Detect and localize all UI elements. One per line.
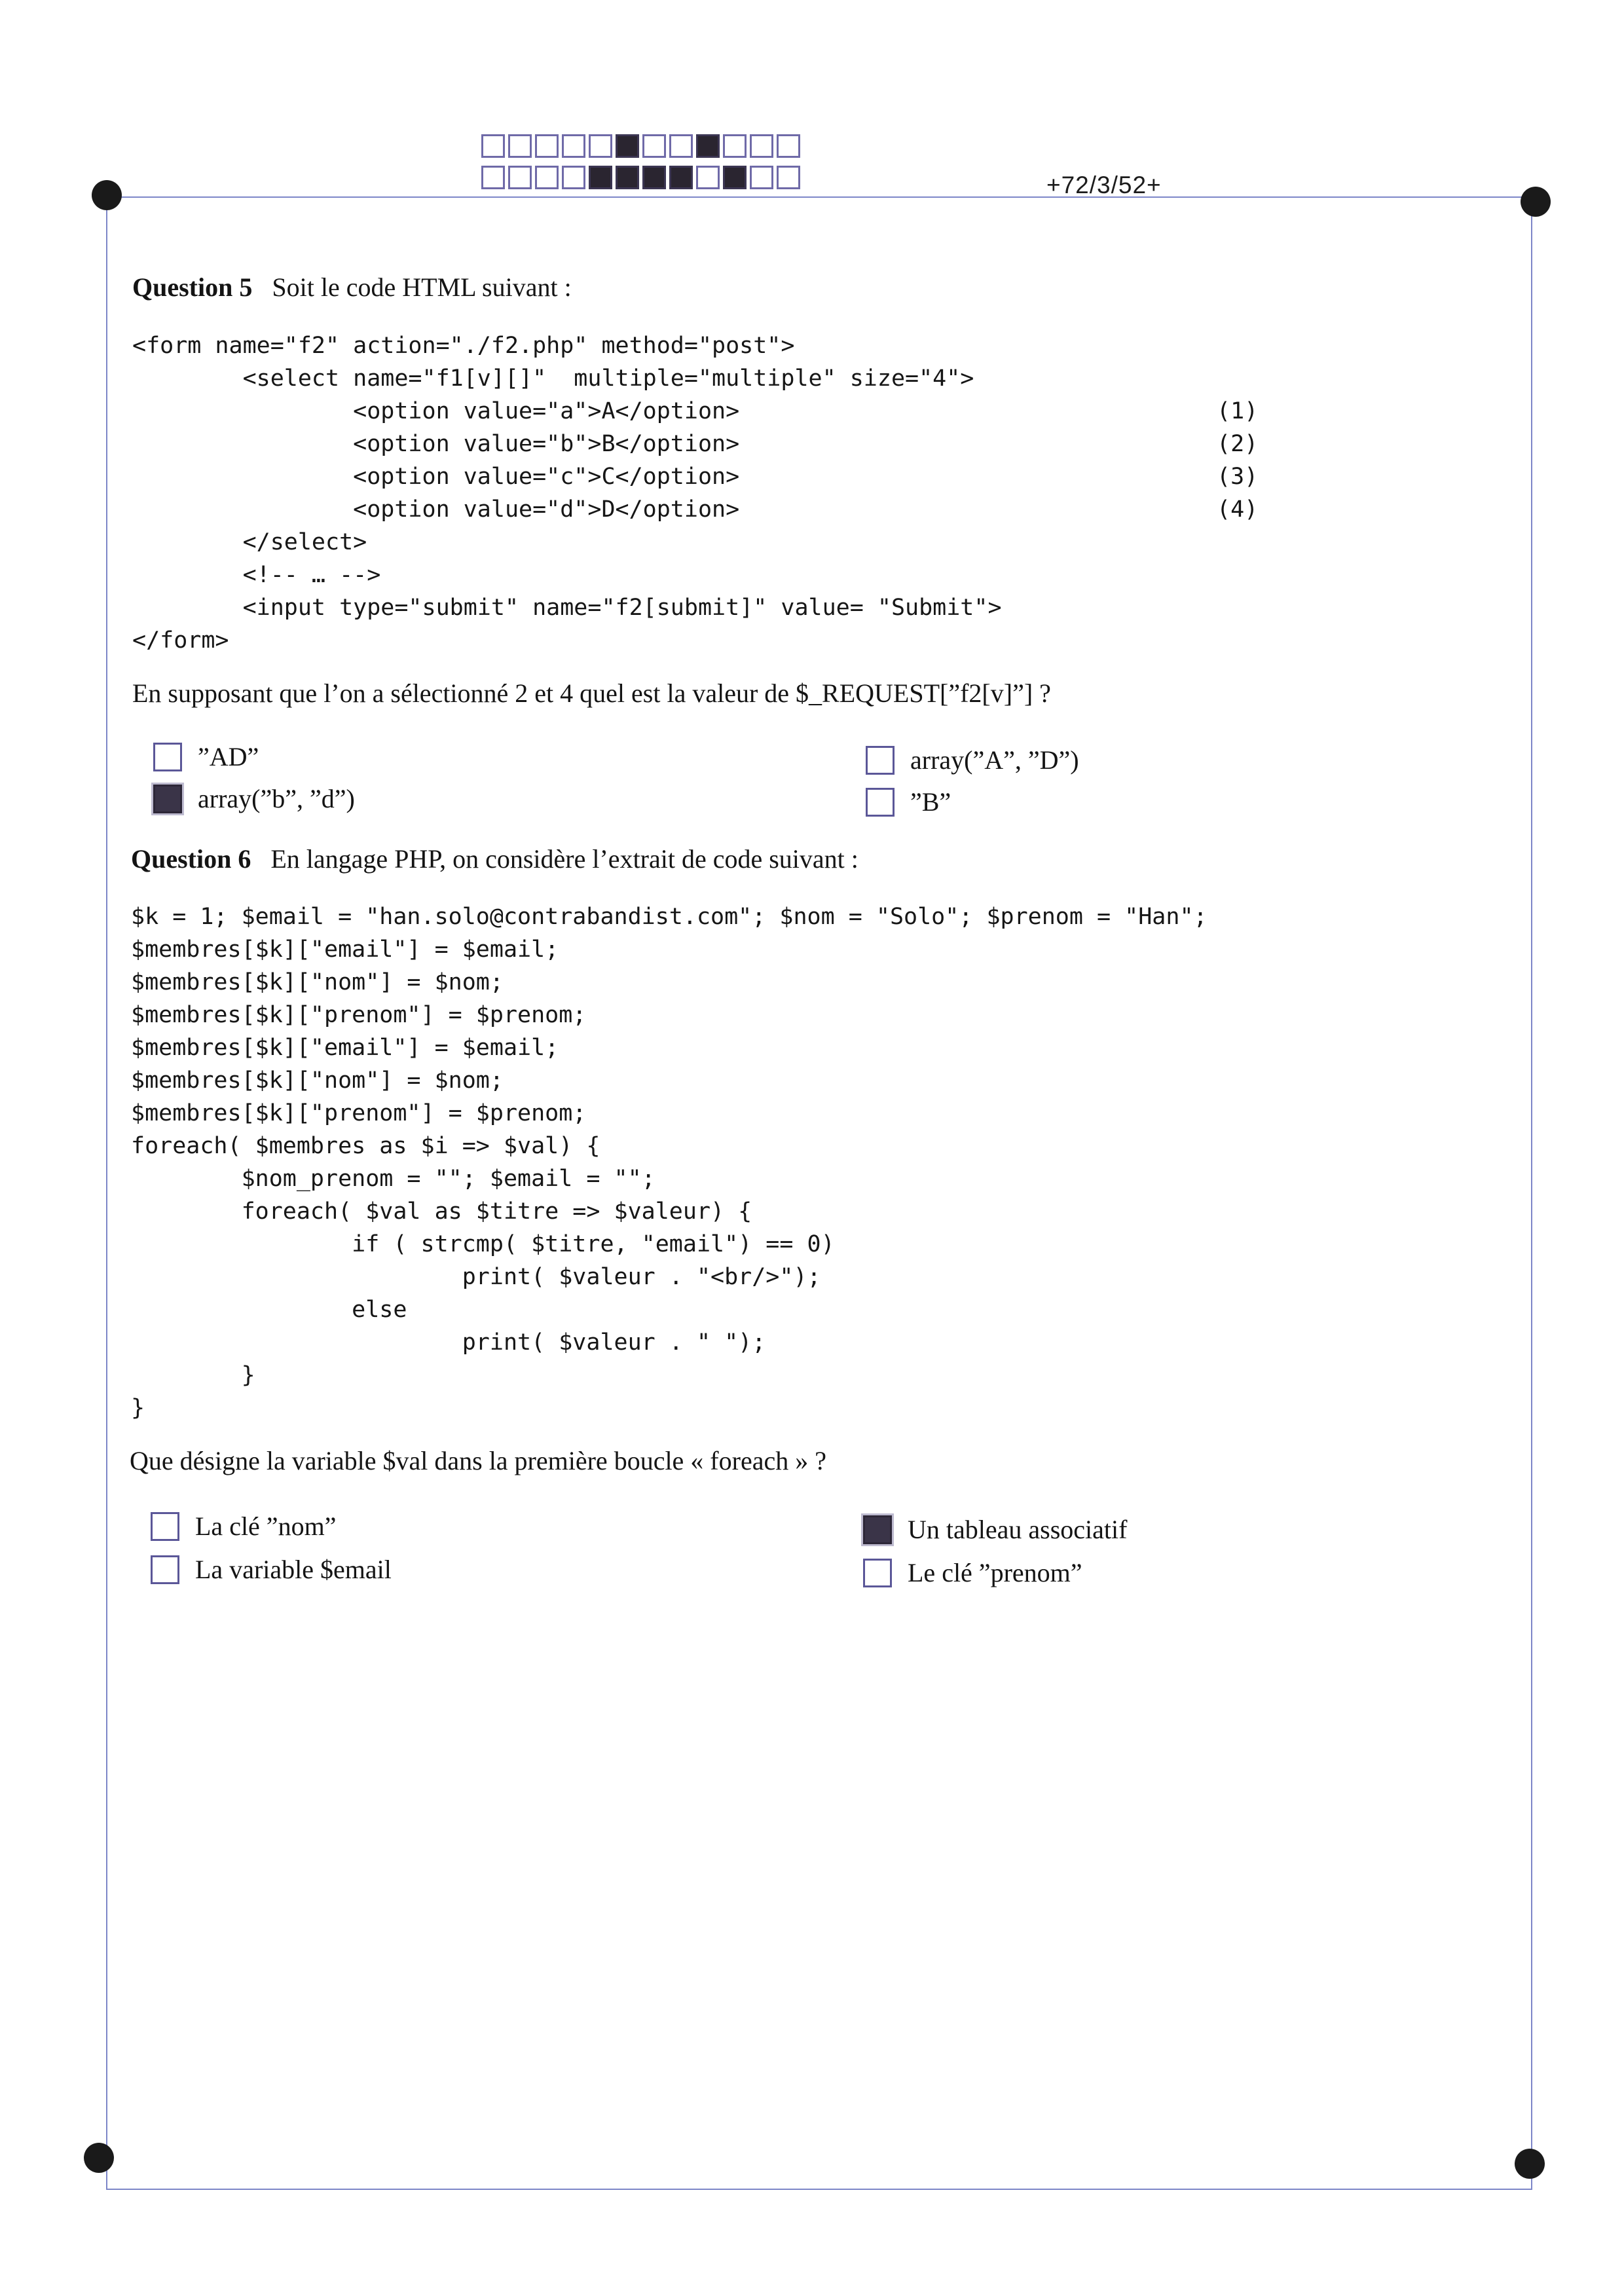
page-id: +72/3/52+ [1046, 172, 1162, 198]
checkbox[interactable] [151, 1512, 179, 1541]
registration-mark-bottom-right [1515, 2149, 1545, 2179]
q5-option-4[interactable] [866, 787, 951, 817]
question-5-prompt: En supposant que l’on a sélectionné 2 et 4 quel est la valeur de $_REQUEST[”f2[v]”] ? [132, 678, 1051, 708]
code-bit [696, 166, 720, 189]
code-bit [616, 166, 639, 189]
code-bit [508, 166, 532, 189]
q5-option-2[interactable] [153, 783, 355, 814]
code-bit [723, 166, 747, 189]
q6-option-1[interactable] [151, 1511, 336, 1542]
code-bit [777, 166, 800, 189]
checkbox[interactable] [866, 788, 895, 817]
q6-option-4[interactable] [863, 1557, 1082, 1588]
code-bit [642, 166, 666, 189]
checkbox[interactable] [153, 743, 182, 771]
option-label: array(”b”, ”d”) [198, 784, 355, 813]
question-6-heading [131, 843, 858, 874]
option-label: La clé ”nom” [195, 1511, 337, 1541]
code-row [481, 134, 803, 162]
binary-code-boxes [481, 134, 803, 197]
option-label: Un tableau associatif [908, 1515, 1128, 1544]
question-6-label: Question 6 [131, 844, 251, 874]
code-bit [777, 134, 800, 158]
option-label: Le clé ”prenom” [908, 1558, 1082, 1587]
code-bit [669, 134, 693, 158]
code-bit [589, 134, 612, 158]
checkbox[interactable] [866, 746, 895, 775]
option-label: array(”A”, ”D”) [910, 745, 1079, 775]
question-5-heading [132, 272, 572, 303]
code-bit [616, 134, 639, 158]
q6-option-3[interactable] [863, 1514, 1127, 1545]
code-bit [535, 166, 559, 189]
question-5-label: Question 5 [132, 272, 253, 302]
option-label: ”B” [910, 787, 951, 817]
option-label: La variable $email [195, 1555, 392, 1584]
question-5-line-numbers: (1) (2) (3) (4) [1217, 398, 1259, 523]
question-5-code: <form name="f2" action="./f2.php" method="post"> <select name="f1[v][]" multiple="multiple" size="4"> <option value="a">A</option> <option value="b">B</option> <option value="c">C</option> <option value="d">D</option> </select> <!-- … --> <input type="submit" name="f2[submit]" value= "Submit"> </form> [132, 333, 1002, 654]
checkbox[interactable] [151, 1555, 179, 1584]
option-label: ”AD” [198, 742, 259, 771]
registration-mark-top-right [1521, 187, 1551, 217]
registration-mark-bottom-left [84, 2143, 114, 2173]
checkbox[interactable] [863, 1515, 892, 1544]
question-5-title: Soit le code HTML suivant : [272, 272, 572, 302]
code-bit [589, 166, 612, 189]
code-bit [750, 166, 773, 189]
checkbox[interactable] [863, 1559, 892, 1587]
q6-option-2[interactable] [151, 1554, 392, 1585]
code-bit [562, 166, 585, 189]
code-row [481, 166, 803, 193]
question-6-title: En langage PHP, on considère l’extrait de code suivant : [270, 844, 858, 874]
code-bit [669, 166, 693, 189]
question-6-prompt: Que désigne la variable $val dans la première boucle « foreach » ? [130, 1446, 826, 1475]
question-6-code: $k = 1; $email = "han.solo@contrabandist.com"; $nom = "Solo"; $prenom = "Han"; $membres[$k]["email"] = $email; $membres[$k]["nom"] = $nom; $membres[$k]["prenom"] = $prenom; $membres[$k]["email"] = $email; $membres[$k]["nom"] = $nom; $membres[$k]["prenom"] = $prenom; foreach( $membres as $i => $val) { $nom_prenom = ""; $email = ""; foreach( $val as $titre => $valeur) { if ( strcmp( $titre, "email") == 0) print( $valeur . "<br/>"); else print( $valeur . " "); } } [131, 904, 1208, 1421]
code-bit [562, 134, 585, 158]
code-bit [535, 134, 559, 158]
code-bit [481, 166, 505, 189]
checkbox[interactable] [153, 785, 182, 813]
q5-option-3[interactable] [866, 745, 1079, 775]
code-bit [750, 134, 773, 158]
code-bit [481, 134, 505, 158]
registration-mark-top-left [92, 180, 122, 210]
code-bit [723, 134, 747, 158]
q5-option-1[interactable] [153, 741, 259, 772]
code-bit [642, 134, 666, 158]
code-bit [508, 134, 532, 158]
code-bit [696, 134, 720, 158]
